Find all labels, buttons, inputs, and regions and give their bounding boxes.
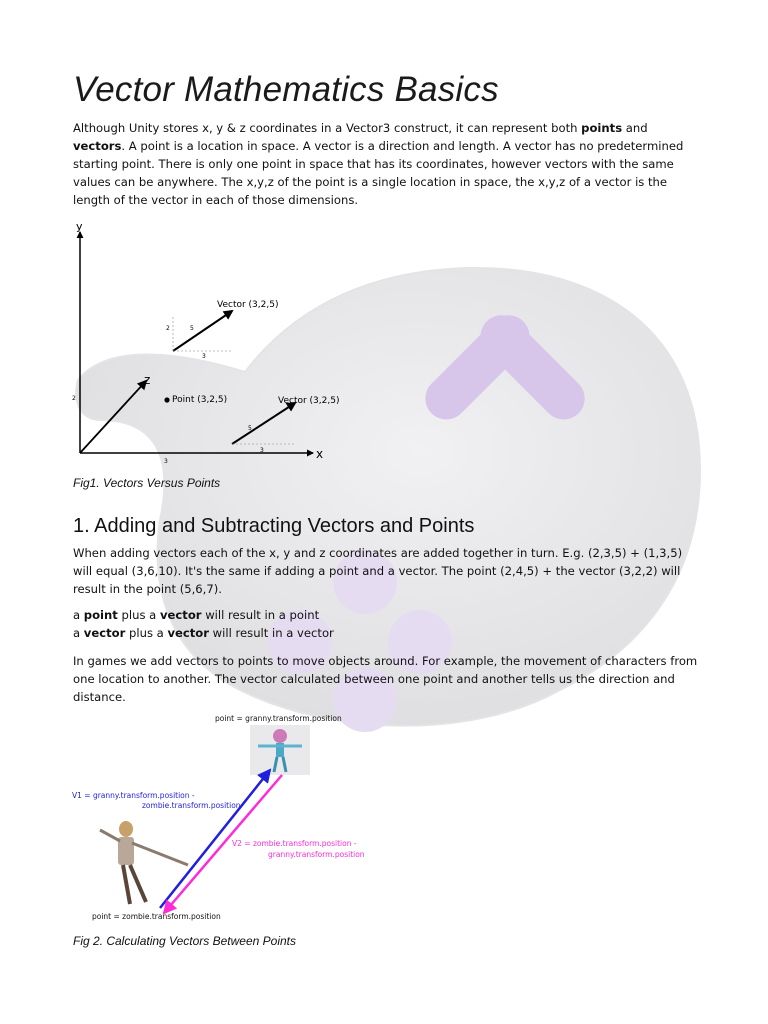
rule-vector-plus-vector: a vector plus a vector will result in a vector bbox=[73, 626, 334, 640]
vector-top-label: Vector (3,2,5) bbox=[217, 300, 279, 310]
tick-label-5-top: 5 bbox=[190, 325, 194, 332]
tick-label-3-right: 3 bbox=[260, 447, 264, 454]
tick-label-2-top: 2 bbox=[166, 325, 170, 332]
vector-right-arrow bbox=[232, 403, 295, 444]
fig2-caption: Fig 2. Calculating Vectors Between Points bbox=[73, 934, 297, 948]
section-heading: 1. Adding and Subtracting Vectors and Points bbox=[73, 515, 475, 537]
point-label: Point (3,2,5) bbox=[172, 395, 228, 405]
granny-figure bbox=[258, 729, 302, 772]
fig2-diagram bbox=[60, 708, 390, 928]
z-axis bbox=[80, 381, 146, 453]
section-paragraph-2: In games we add vectors to points to move objects around. For example, the movement of characters from one location to another. The vector calculated between one point and another tells us the direction and distance. bbox=[73, 654, 698, 704]
granny-point-label: point = granny.transform.position bbox=[215, 714, 342, 723]
v1-label-line2: zombie.transform.position bbox=[142, 801, 241, 810]
zombie-point-label: point = zombie.transform.position bbox=[92, 912, 221, 921]
y-axis-label: y bbox=[76, 220, 83, 233]
zombie-figure bbox=[100, 821, 188, 904]
x-axis-label: x bbox=[316, 447, 324, 461]
vector-right-label: Vector (3,2,5) bbox=[278, 396, 340, 406]
rule-point-plus-vector: a point plus a vector will result in a point bbox=[73, 608, 320, 622]
v2-label-line2: granny.transform.position bbox=[268, 850, 365, 859]
v1-label-line1: V1 = granny.transform.position - bbox=[72, 791, 195, 800]
page-title: Vector Mathematics Basics bbox=[73, 70, 499, 109]
vector-top-arrow bbox=[173, 311, 232, 351]
fig1-caption: Fig1. Vectors Versus Points bbox=[73, 476, 221, 490]
z-axis-label: z bbox=[144, 373, 151, 387]
tick-label-3-axis: 3 bbox=[164, 458, 168, 465]
tick-label-5-right: 5 bbox=[248, 425, 252, 432]
intro-paragraph: Although Unity stores x, y & z coordinates in a Vector3 construct, it can represent both points and vectors. A point is a location in space. A vector is a direction and length. A vector has no predetermined starting point. There is only one point in space that has its coordinates, however vectors with the same values can be anywhere. The x,y,z of the point is a single location in space, the x,y,z of a vector is the length of the vector in each of those dimensions. bbox=[73, 121, 684, 207]
fig1-diagram bbox=[60, 218, 350, 468]
section-paragraph-1: When adding vectors each of the x, y and z coordinates are added together in turn. E.g. (2,3,5) + (1,3,5) will equal (3,6,10). It's the same if adding a point and a vector. The point (2,4,5) + the vector (3,2,2) will result in the point (5,6,7). bbox=[73, 546, 683, 596]
v2-label-line1: V2 = zombie.transform.position - bbox=[232, 839, 357, 848]
tick-label-3-top: 3 bbox=[202, 353, 206, 360]
tick-label-2-axis: 2 bbox=[72, 395, 76, 402]
point-dot bbox=[164, 397, 169, 402]
